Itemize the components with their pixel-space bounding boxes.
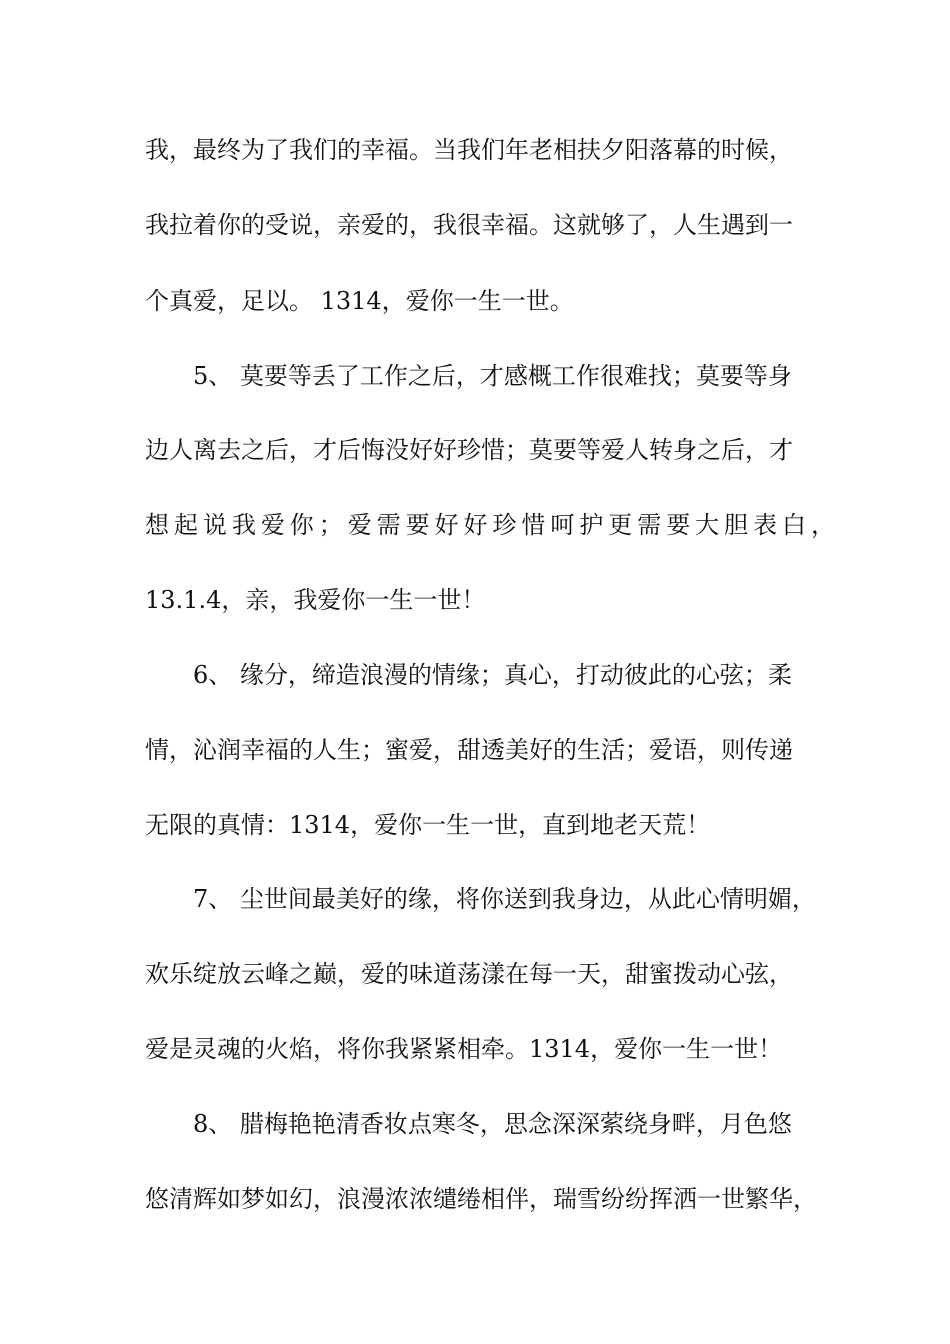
text-line: 悠清辉如梦如幻，浪漫浓浓缱绻相伴，瑞雪纷纷挥洒一世繁华， [145, 1185, 817, 1213]
text-line: 边人离去之后，才后悔没好好珍惜；莫要等爱人转身之后，才 [145, 436, 793, 464]
text-line: 我，最终为了我们的幸福。当我们年老相扶夕阳落幕的时候， [145, 136, 793, 164]
paragraph-start-line: 5、 莫要等丢了工作之后，才感概工作很难找；莫要等身 [193, 362, 792, 390]
text-line: 无限的真情：1314，爱你一生一世，直到地老天荒！ [145, 811, 711, 839]
text-line: 爱是灵魂的火焰，将你我紧紧相牵。1314，爱你一生一世！ [145, 1035, 783, 1063]
text-line: 情，沁润幸福的人生；蜜爱，甜透美好的生活；爱语，则传递 [145, 736, 793, 764]
paragraph-start-line: 6、 缘分，缔造浪漫的情缘；真心，打动彼此的心弦；柔 [193, 661, 792, 689]
text-line: 欢乐绽放云峰之巅，爱的味道荡漾在每一天，甜蜜拨动心弦， [145, 960, 793, 988]
text-line: 个真爱，足以。 1314，爱你一生一世。 [145, 287, 574, 315]
text-line: 13.1.4，亲，我爱你一生一世！ [145, 586, 486, 614]
text-line: 想起说我爱你；爱需要好好珍惜呵护更需要大胆表白， [145, 511, 835, 539]
paragraph-start-line: 8、 腊梅艳艳清香妆点寒冬，思念深深萦绕身畔，月色悠 [193, 1110, 792, 1138]
paragraph-start-line: 7、 尘世间最美好的缘，将你送到我身边，从此心情明媚， [193, 885, 816, 913]
text-line: 我拉着你的受说，亲爱的，我很幸福。这就够了，人生遇到一 [145, 211, 793, 239]
